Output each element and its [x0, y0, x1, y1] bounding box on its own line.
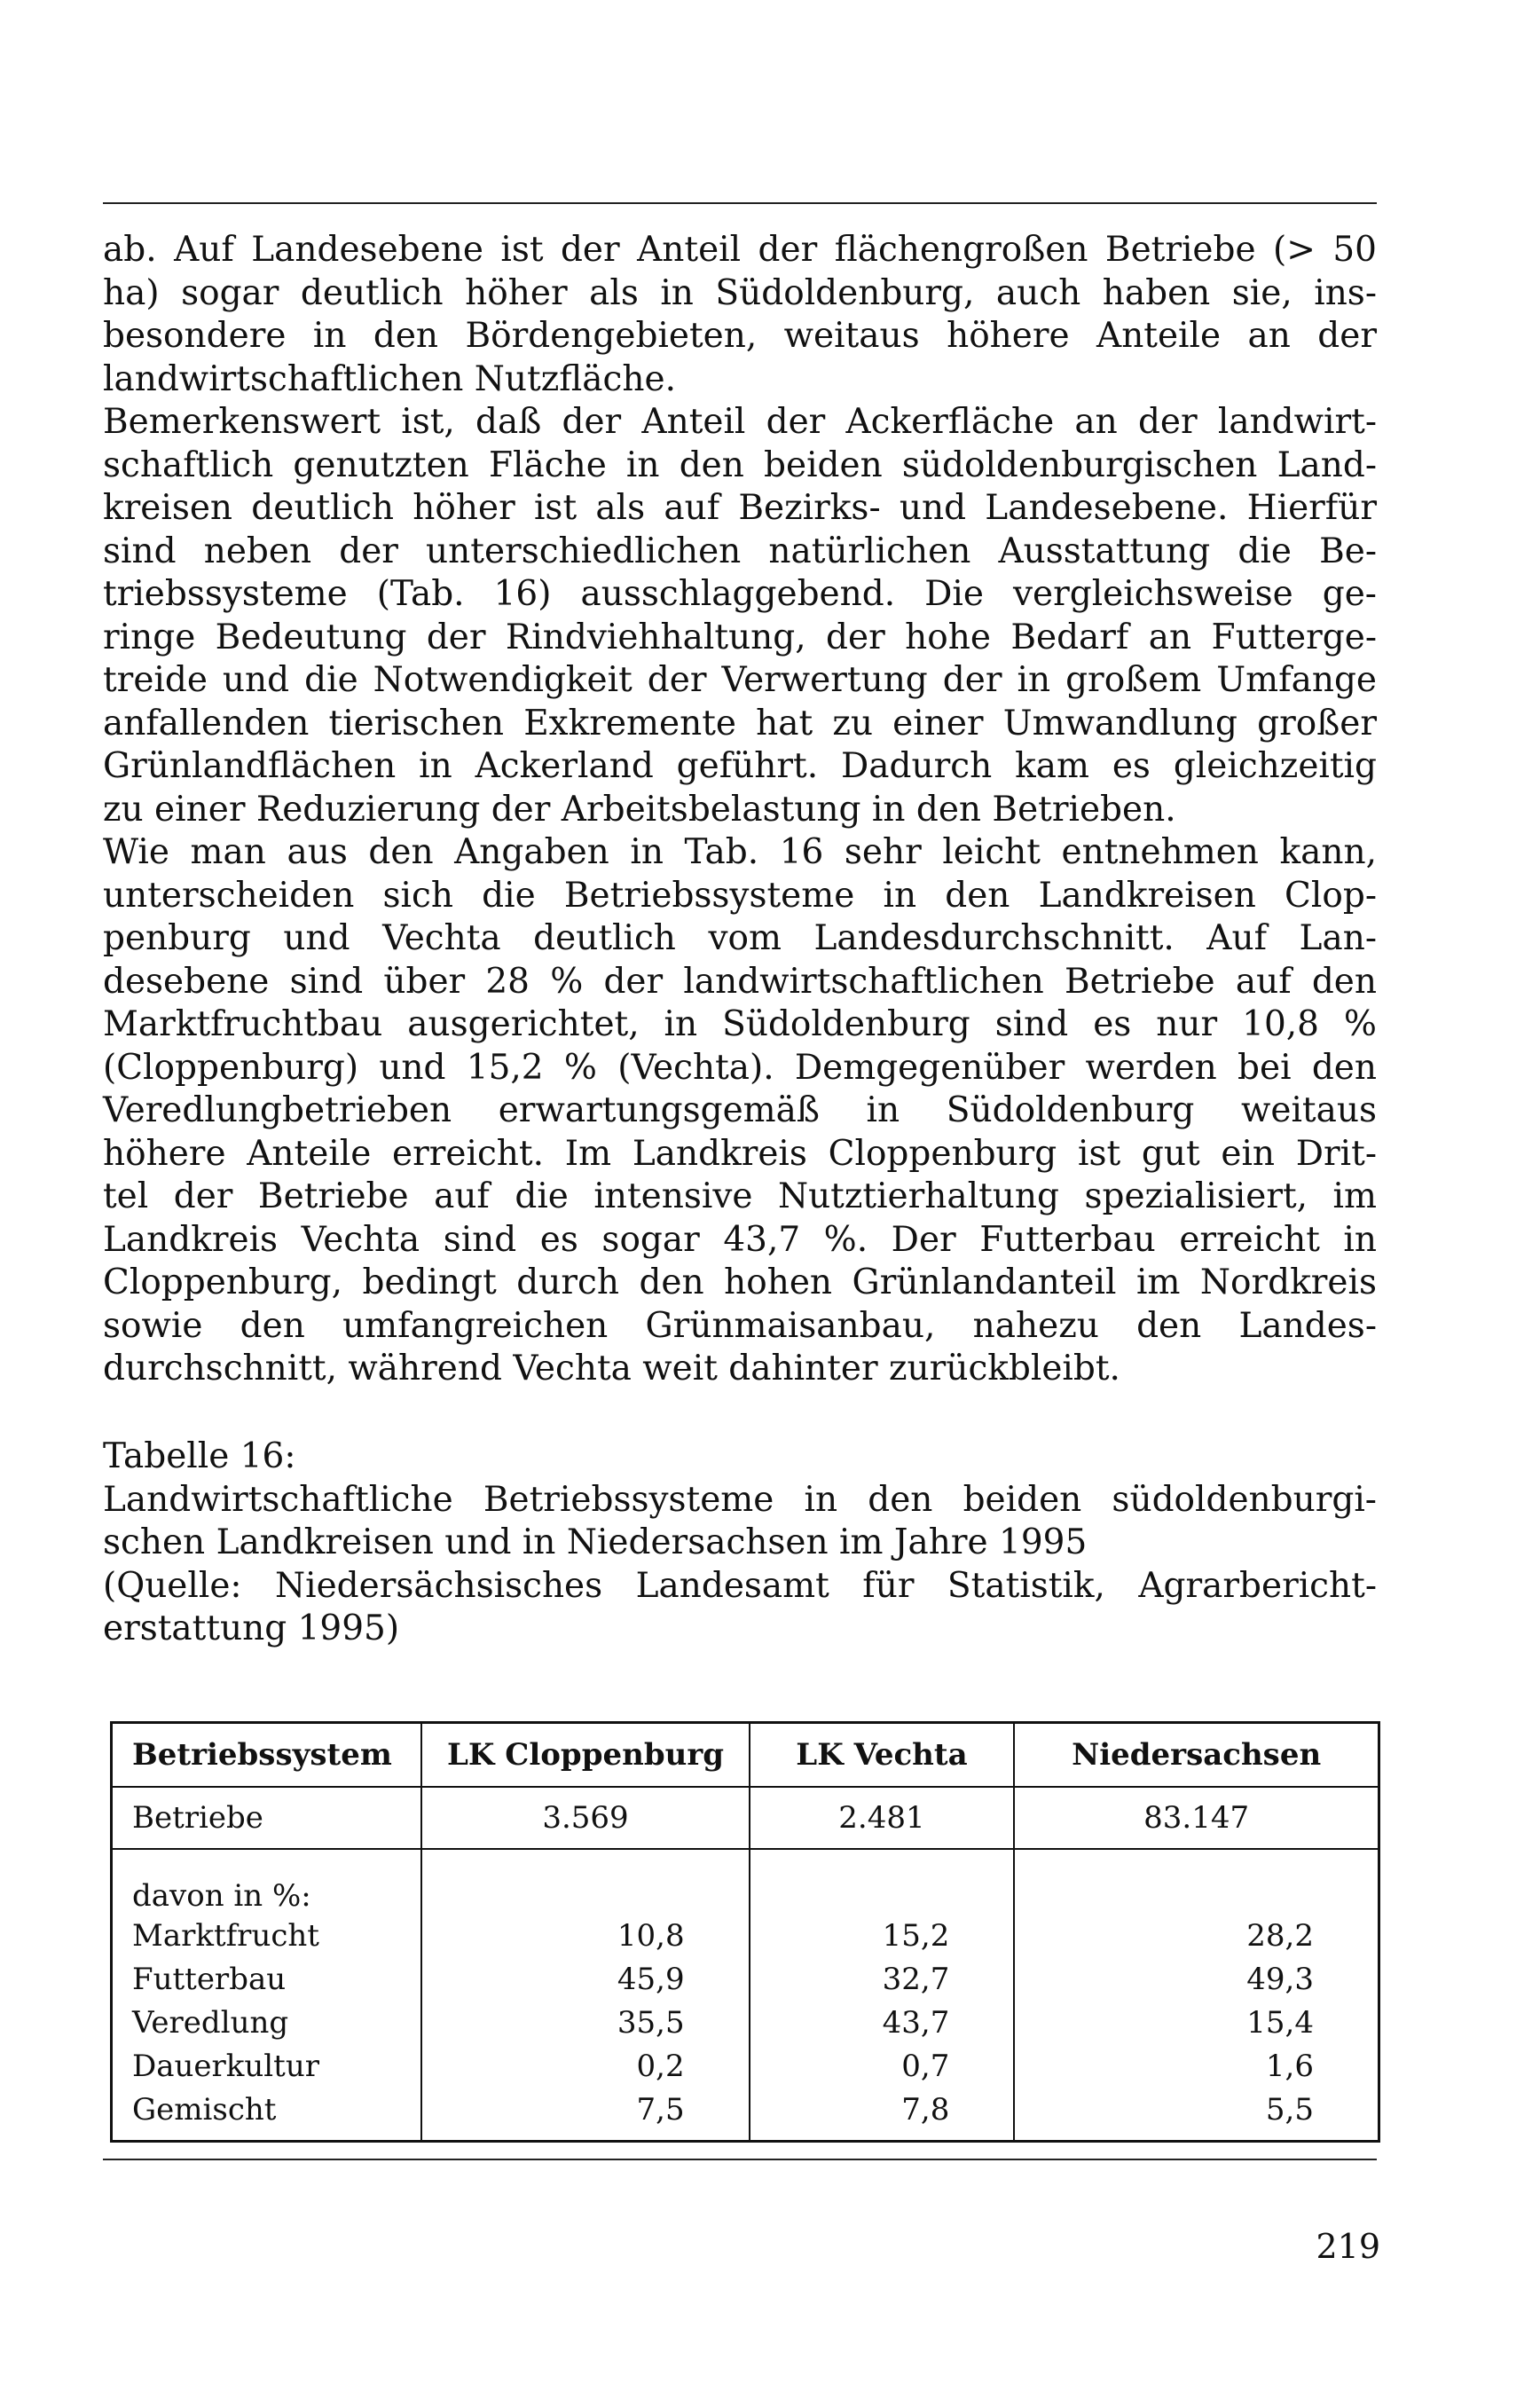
table-cell: 5,5: [1014, 2088, 1379, 2142]
table-cell: 15,2: [750, 1914, 1015, 1957]
body-line: höhere Anteile erreicht. Im Landkreis Cloppenburg ist gut ein Drit-: [103, 1133, 1377, 1174]
table-cell: Veredlung: [112, 2001, 422, 2044]
table-row-subheader: [112, 1849, 1379, 1914]
body-line: Landkreis Vechta sind es sogar 43,7 %. Der Futterbau erreicht in: [103, 1219, 1377, 1260]
body-line: (Cloppenburg) und 15,2 % (Vechta). Demgegenüber werden bei den: [103, 1047, 1377, 1088]
body-line: sind neben der unterschiedlichen natürlichen Ausstattung die Be-: [103, 531, 1377, 571]
table-cell: 7,8: [750, 2088, 1015, 2142]
body-line: desebene sind über 28 % der landwirtschaftlichen Betriebe auf den: [103, 961, 1377, 1002]
body-line: Marktfruchtbau ausgerichtet, in Südoldenburg sind es nur 10,8 %: [103, 1004, 1377, 1044]
table-row: [112, 2001, 1379, 2044]
table-header-row: [112, 1723, 1379, 1788]
table-row: [112, 1914, 1379, 1957]
table-cell: Betriebe: [112, 1787, 422, 1849]
body-line: landwirtschaftlichen Nutzfläche.: [103, 358, 676, 399]
caption-label: Tabelle 16:: [103, 1436, 296, 1476]
body-line: anfallenden tierischen Exkremente hat zu einer Umwandlung großer: [103, 703, 1377, 743]
body-line: zu einer Reduzierung der Arbeitsbelastung in den Betrieben.: [103, 789, 1176, 830]
table-cell: 1,6: [1014, 2044, 1379, 2088]
table-row: [112, 2044, 1379, 2088]
table-cell: 3.569: [421, 1787, 749, 1849]
body-line: ha) sogar deutlich höher als in Südoldenburg, auch haben sie, ins-: [103, 272, 1377, 313]
table-cell: 32,7: [750, 1957, 1015, 2001]
table-cell: Dauerkultur: [112, 2044, 422, 2088]
body-line: tel der Betriebe auf die intensive Nutztierhaltung spezialisiert, im: [103, 1176, 1377, 1216]
top-rule: [103, 202, 1377, 204]
body-line: Veredlungbetrieben erwartungsgemäß in Südoldenburg weitaus: [103, 1090, 1377, 1130]
table-cell: 10,8: [421, 1914, 749, 1957]
bottom-rule: [103, 2159, 1377, 2160]
column-header: Niedersachsen: [1014, 1723, 1379, 1788]
caption-line: Landwirtschaftliche Betriebssysteme in den beiden südoldenburgi-: [103, 1479, 1377, 1520]
table-cell: 43,7: [750, 2001, 1015, 2044]
table-cell: 2.481: [750, 1787, 1015, 1849]
body-line: sowie den umfangreichen Grünmaisanbau, nahezu den Landes-: [103, 1305, 1377, 1346]
table-caption: [103, 1435, 1377, 1651]
column-header: LK Cloppenburg: [421, 1723, 749, 1788]
table-cell: Gemischt: [112, 2088, 422, 2142]
table-row: [112, 2088, 1379, 2142]
table-cell: 0,7: [750, 2044, 1015, 2088]
table-cell: 28,2: [1014, 1914, 1379, 1957]
body-line: Cloppenburg, bedingt durch den hohen Grünlandanteil im Nordkreis: [103, 1262, 1377, 1302]
body-line: penburg und Vechta deutlich vom Landesdurchschnitt. Auf Lan-: [103, 918, 1377, 958]
page-number: 219: [1316, 2227, 1380, 2266]
column-header: Betriebssystem: [112, 1723, 422, 1788]
betriebssysteme-table: [110, 1721, 1380, 2143]
body-line: ab. Auf Landesebene ist der Anteil der flächengroßen Betriebe (> 50: [103, 230, 1377, 270]
table-row-betriebe: [112, 1787, 1379, 1849]
table-cell: 83.147: [1014, 1787, 1379, 1849]
table-cell: davon in %:: [112, 1849, 422, 1914]
caption-line: schen Landkreisen und in Niedersachsen im Jahre 1995: [103, 1522, 1088, 1562]
table-cell: 49,3: [1014, 1957, 1379, 2001]
body-line: Grünlandflächen in Ackerland geführt. Dadurch kam es gleichzeitig: [103, 746, 1377, 786]
body-line: besondere in den Bördengebieten, weitaus höhere Anteile an der: [103, 316, 1377, 356]
column-header: LK Vechta: [750, 1723, 1015, 1788]
body-line: ringe Bedeutung der Rindviehhaltung, der hohe Bedarf an Futterge-: [103, 617, 1377, 657]
caption-line: erstattung 1995): [103, 1609, 400, 1648]
body-line: unterscheiden sich die Betriebssysteme in den Landkreisen Clop-: [103, 875, 1377, 916]
table-cell: 45,9: [421, 1957, 749, 2001]
table-cell: 15,4: [1014, 2001, 1379, 2044]
body-line: Bemerkenswert ist, daß der Anteil der Ackerfläche an der landwirt-: [103, 402, 1377, 442]
body-line: treide und die Notwendigkeit der Verwertung der in großem Umfange: [103, 660, 1377, 700]
table-cell: 0,2: [421, 2044, 749, 2088]
caption-line: (Quelle: Niedersächsisches Landesamt für Statistik, Agrarbericht-: [103, 1565, 1377, 1606]
table-cell: 7,5: [421, 2088, 749, 2142]
table-cell: Futterbau: [112, 1957, 422, 2001]
body-line: schaftlich genutzten Fläche in den beiden südoldenburgischen Land-: [103, 444, 1377, 485]
body-line: kreisen deutlich höher ist als auf Bezirks- und Landesebene. Hierfür: [103, 488, 1377, 528]
table-cell: 35,5: [421, 2001, 749, 2044]
body-line: durchschnitt, während Vechta weit dahinter zurückbleibt.: [103, 1349, 1120, 1388]
body-line: triebssysteme (Tab. 16) ausschlaggebend. Die vergleichsweise ge-: [103, 574, 1377, 614]
table-row: [112, 1957, 1379, 2001]
body-line: Wie man aus den Angaben in Tab. 16 sehr leicht entnehmen kann,: [103, 832, 1377, 872]
table-cell: Marktfrucht: [112, 1914, 422, 1957]
body-text: [103, 229, 1377, 1391]
